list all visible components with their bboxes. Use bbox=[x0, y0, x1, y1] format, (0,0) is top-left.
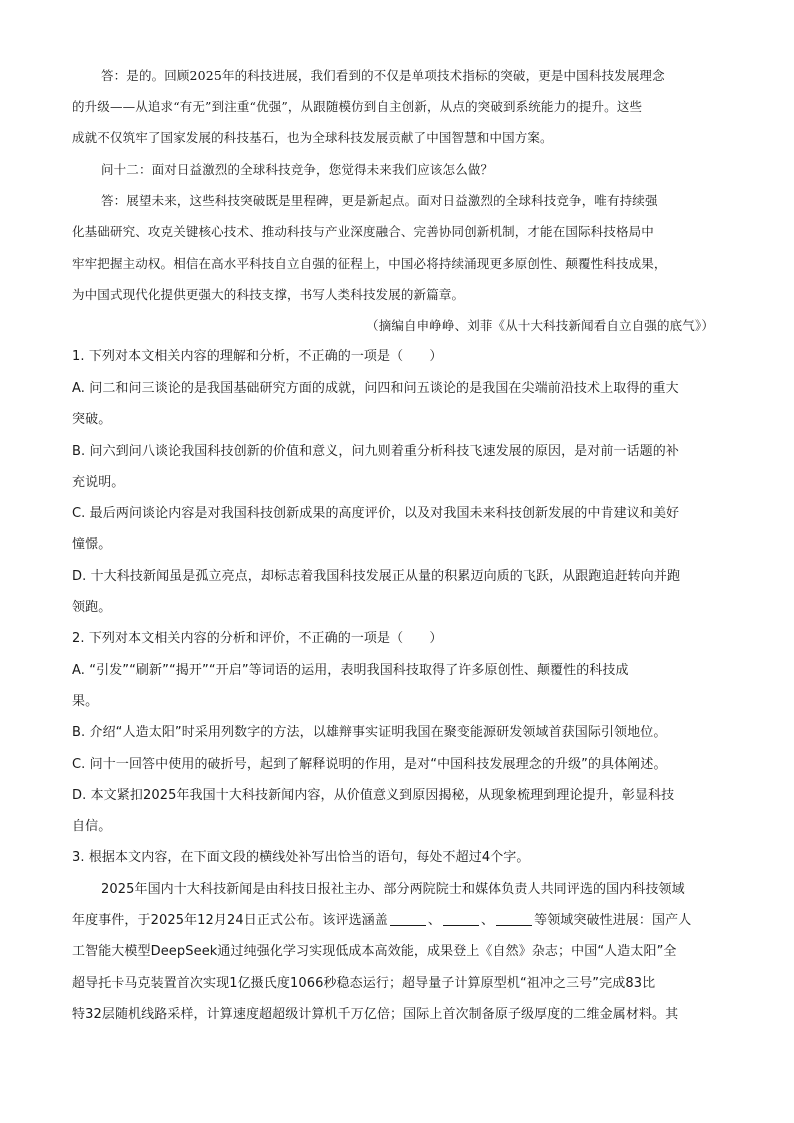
q2-option-b: B. 介绍“人造太阳”时采用列数字的方法，以雄辩事实证明我国在聚变能源研发领域首获国际引领地位。 bbox=[72, 725, 667, 740]
source-citation: （摘编自申峥峥、刘菲《从十大科技新闻看自立自强的底气》） bbox=[366, 318, 714, 333]
blank-separator: 、 bbox=[427, 913, 441, 928]
q3-passage-line-1: 2025年国内十大科技新闻是由科技日报社主办、部分两院院士和媒体负责人共同评选的国内科技领域 bbox=[101, 882, 685, 897]
q1-option-a-line-2: 突破。 bbox=[72, 412, 112, 427]
answer-12-line-3: 牢牢把握主动权。相信在高水平科技自立自强的征程上，中国必将持续涌现更多原创性、颠覆性科技成果， bbox=[72, 256, 667, 271]
q1-option-d-line-1: D. 十大科技新闻虽是孤立亮点，却标志着我国科技发展正从量的积累迈向质的飞跃，从跟跑追赶转向并跑 bbox=[72, 569, 681, 584]
q1-option-c-line-1: C. 最后两问谈论内容是对我国科技创新成果的高度评价，以及对我国未来科技创新发展的中肯建议和美好 bbox=[72, 506, 680, 521]
q1-option-b-line-1: B. 问六到问八谈论我国科技创新的价值和意义，问九则着重分析科技飞速发展的原因，是对前一话题的补 bbox=[72, 444, 679, 459]
q2-option-c: C. 问十一回答中使用的破折号，起到了解释说明的作用，是对“中国科技发展理念的升级”的具体阐述。 bbox=[72, 757, 667, 772]
q2-option-d-line-2: 自信。 bbox=[72, 819, 112, 834]
q2-option-a-line-2: 果。 bbox=[72, 694, 99, 709]
q2-stem: 2. 下列对本文相关内容的分析和评价，不正确的一项是（ ） bbox=[72, 631, 443, 646]
q3-passage-line-2 bbox=[72, 912, 691, 930]
q2-option-d-line-1: D. 本文紧扣2025年我国十大科技新闻内容，从价值意义到原因揭秘，从现象梳理到理论提升，彰显科技 bbox=[72, 788, 675, 803]
answer-12-line-2: 化基础研究、攻克关键核心技术、推动科技与产业深度融合、完善协同创新机制，才能在国际科技格局中 bbox=[72, 224, 654, 239]
answer-12-line-1: 答：展望未来，这些科技突破既是里程碑，更是新起点。面对日益激烈的全球科技竞争，唯有持续强 bbox=[101, 193, 658, 208]
q2-option-a-line-1: A. “引发”“刷新”“揭开”“开启”等词语的运用，表明我国科技取得了许多原创性、颠覆性的科技成 bbox=[72, 663, 629, 678]
q1-option-c-line-2: 憧憬。 bbox=[72, 537, 112, 552]
q1-option-a-line-1: A. 问二和问三谈论的是我国基础研究方面的成就，问四和问五谈论的是我国在尖端前沿技术上取得的重大 bbox=[72, 381, 679, 396]
answer-12-line-4: 为中国式现代化提供更强大的科技支撑，书写人类科技发展的新篇章。 bbox=[72, 287, 465, 302]
q1-stem: 1. 下列对本文相关内容的理解和分析，不正确的一项是（ ） bbox=[72, 349, 443, 364]
q1-option-d-line-2: 领跑。 bbox=[72, 600, 112, 615]
q3-passage-line-5: 特32层随机线路采样，计算速度超超级计算机千万亿倍；国际上首次制备原子级厚度的二维金属材料。其 bbox=[72, 1007, 679, 1022]
question-12: 问十二：面对日益激烈的全球科技竞争，您觉得未来我们应该怎么做？ bbox=[101, 162, 494, 177]
q3-passage-line-4: 超导托卡马克装置首次实现1亿摄氏度1066秒稳态运行；超导量子计算原型机“祖冲之三号”完成83比 bbox=[72, 976, 656, 991]
q3-passage-text-before-blanks: 年度事件，于2025年12月24日正式公布。该评选涵盖 bbox=[72, 913, 388, 928]
answer-blank-3[interactable] bbox=[496, 912, 532, 926]
answer-blank-2[interactable] bbox=[443, 912, 479, 926]
blank-separator: 、 bbox=[480, 913, 495, 928]
answer-11-line-2: 的升级——从追求“有无”到注重“优强”，从跟随模仿到自主创新，从点的突破到系统能力的提升。这些 bbox=[72, 99, 643, 114]
q3-passage-text-after-blanks: 等领域突破性进展：国产人 bbox=[534, 913, 692, 928]
answer-11-line-3: 成就不仅筑牢了国家发展的科技基石，也为全球科技发展贡献了中国智慧和中国方案。 bbox=[72, 130, 553, 145]
q1-option-b-line-2: 充说明。 bbox=[72, 475, 125, 490]
answer-blank-1[interactable] bbox=[390, 912, 426, 926]
q3-passage-line-3: 工智能大模型DeepSeek通过纯强化学习实现低成本高效能，成果登上《自然》杂志；中国“人造太阳”全 bbox=[72, 944, 677, 959]
q3-stem: 3. 根据本文内容，在下面文段的横线处补写出恰当的语句，每处不超过4个字。 bbox=[72, 850, 530, 865]
answer-11-line-1: 答：是的。回顾2025年的科技进展，我们看到的不仅是单项技术指标的突破，更是中国科技发展理念 bbox=[101, 68, 665, 83]
